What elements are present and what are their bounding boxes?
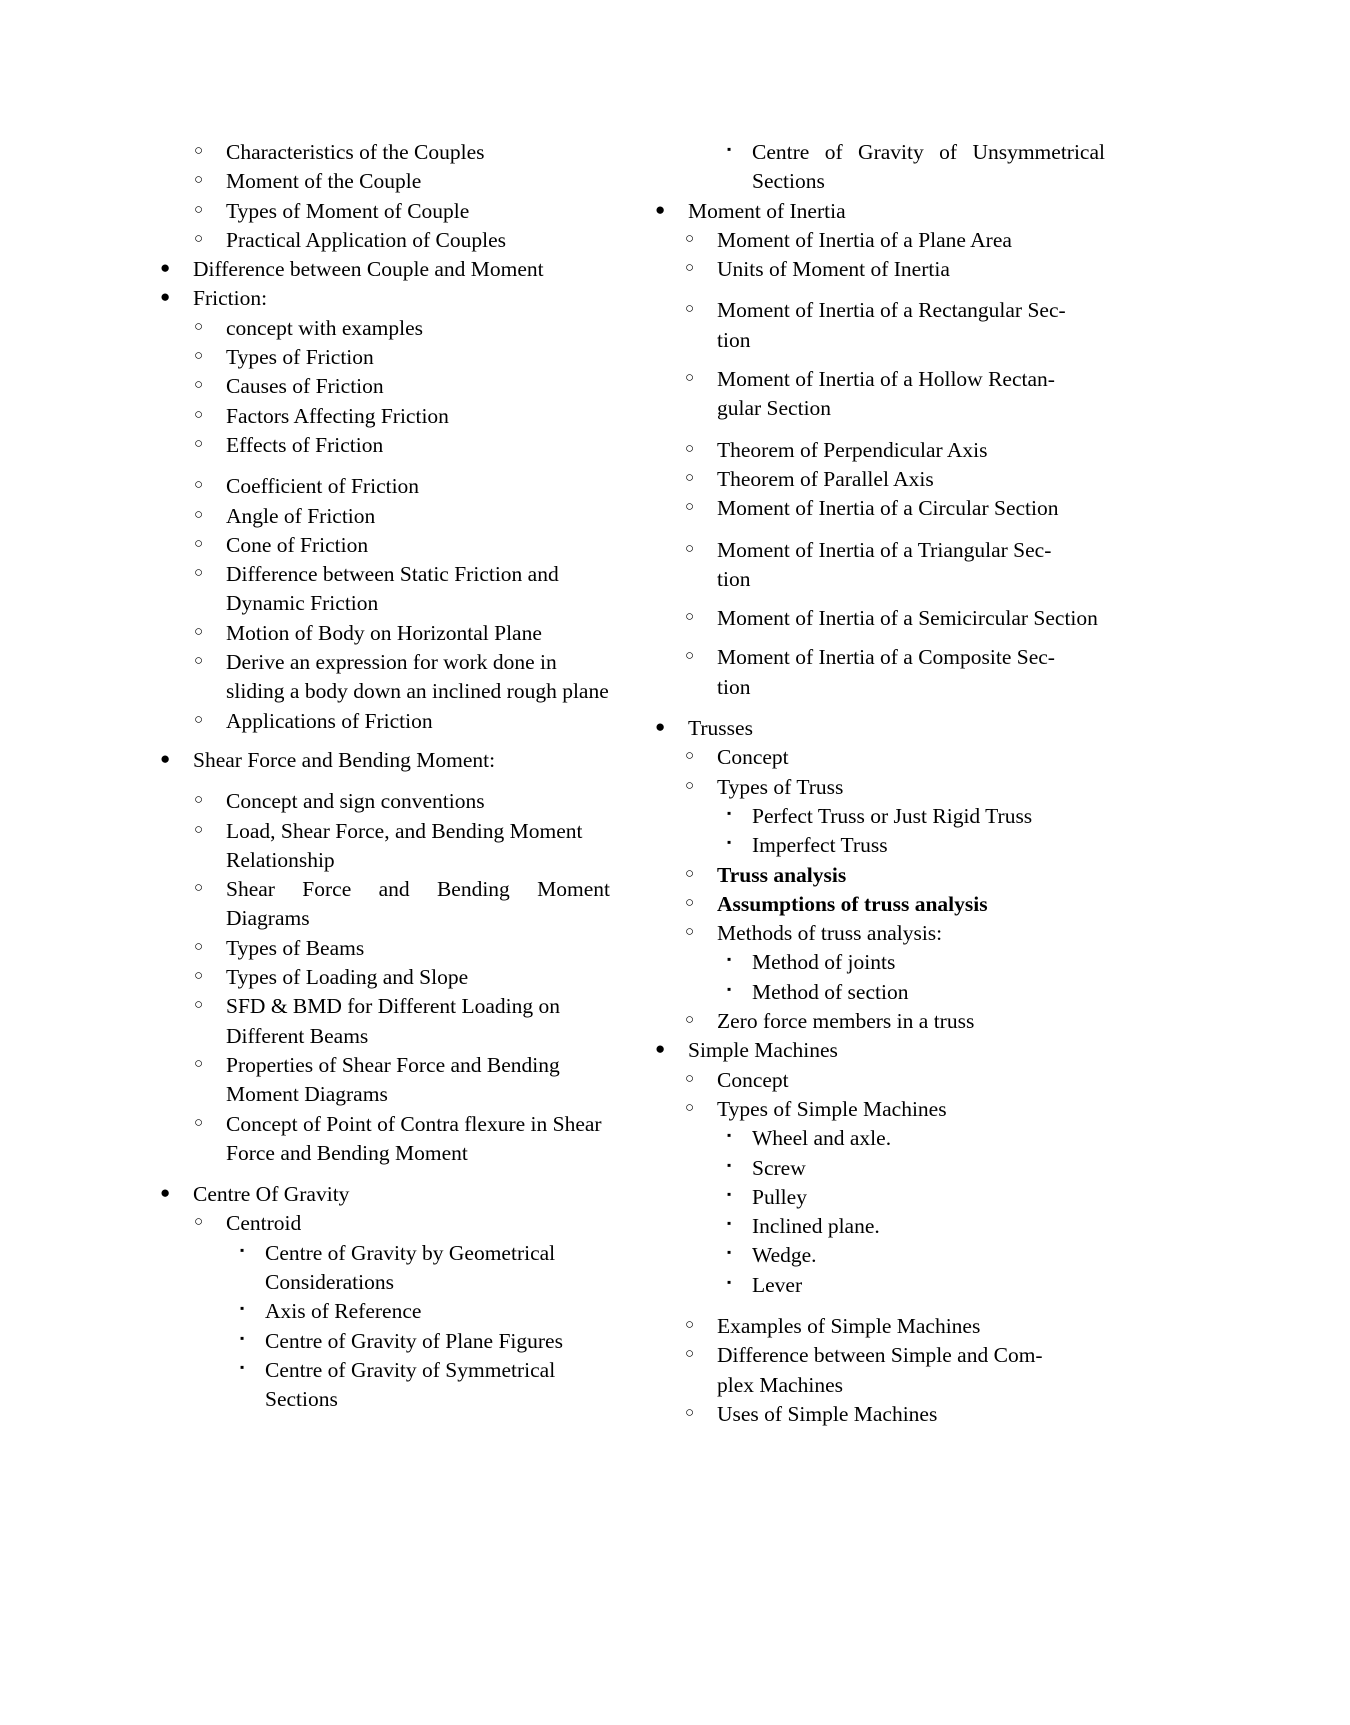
- outline-item-level3: [727, 1241, 1105, 1270]
- outline-item-label: Motion of Body on Horizontal Plane: [226, 620, 542, 645]
- outline-item-level2: [685, 1312, 1105, 1341]
- outline-item-label: Coefficient of Friction: [226, 474, 420, 499]
- outline-item-label: Friction:: [193, 286, 268, 311]
- outline-item-level2: [685, 861, 1105, 890]
- outline-item-level1: [655, 1036, 1105, 1065]
- outline-item-label: Derive an expression for work done in sliding a body down an inclined rough plane: [226, 650, 609, 704]
- outline-item-label: Moment of Inertia of a Triangular Sec- tion: [717, 537, 1052, 591]
- outline-item-label: Shear Force and Bending Moment Diagrams: [226, 877, 610, 931]
- filled-square-bullet-icon: ▪: [727, 981, 732, 996]
- hollow-circle-bullet-icon: ○: [685, 1099, 695, 1116]
- outline-item-label: Effects of Friction: [226, 432, 384, 457]
- hollow-circle-bullet-icon: ○: [194, 653, 204, 670]
- outline-item-label: Moment of Inertia of a Semicircular Section: [717, 606, 1098, 631]
- filled-circle-bullet-icon: ●: [655, 717, 666, 737]
- outline-item-level2: [685, 436, 1105, 465]
- outline-item-level2: [685, 1066, 1105, 1095]
- hollow-circle-bullet-icon: ○: [194, 1214, 204, 1231]
- outline-item-level2: [194, 472, 610, 501]
- outline-item-level2: [685, 226, 1105, 255]
- outline-item-level2: [194, 1051, 610, 1110]
- hollow-circle-bullet-icon: ○: [685, 301, 695, 318]
- outline-item-label: Wedge.: [752, 1243, 817, 1268]
- outline-item-level3: [727, 1124, 1105, 1153]
- outline-item-level2: [194, 402, 610, 431]
- hollow-circle-bullet-icon: ○: [685, 748, 695, 765]
- hollow-circle-bullet-icon: ○: [685, 440, 695, 457]
- outline-item-label: Examples of Simple Machines: [717, 1313, 981, 1338]
- outline-item-label: Pulley: [752, 1184, 807, 1209]
- outline-item-label: Uses of Simple Machines: [717, 1401, 938, 1426]
- hollow-circle-bullet-icon: ○: [194, 535, 204, 552]
- outline-item-label: Concept of Point of Contra flexure in Shear Force and Bending Moment: [226, 1111, 602, 1165]
- outline-item-level2: [194, 531, 610, 560]
- hollow-circle-bullet-icon: ○: [194, 172, 204, 189]
- hollow-circle-bullet-icon: ○: [194, 377, 204, 394]
- outline-item-label: Centre of Gravity of Symmetrical Sections: [265, 1357, 556, 1412]
- hollow-circle-bullet-icon: ○: [194, 318, 204, 335]
- outline-item-label: Angle of Friction: [226, 503, 376, 528]
- outline-item-level3: [727, 138, 1105, 197]
- outline-item-level2: [685, 643, 1105, 702]
- outline-item-level2: [194, 1209, 610, 1238]
- outline-item-level1: [160, 1180, 610, 1209]
- filled-square-bullet-icon: ▪: [727, 805, 732, 820]
- hollow-circle-bullet-icon: ○: [685, 865, 695, 882]
- outline-item-label: Difference between Simple and Com- plex Machines: [717, 1343, 1043, 1397]
- outline-item-level2: [194, 963, 610, 992]
- outline-item-label: Centre of Gravity of Plane Figures: [265, 1328, 563, 1353]
- filled-circle-bullet-icon: ●: [160, 748, 171, 768]
- filled-circle-bullet-icon: ●: [160, 1183, 171, 1203]
- hollow-circle-bullet-icon: ○: [194, 435, 204, 452]
- outline-item-level2: [194, 817, 610, 876]
- outline-item-level3: [240, 1297, 610, 1326]
- filled-circle-bullet-icon: ●: [160, 287, 171, 307]
- outline-item-label: Difference between Couple and Moment: [193, 257, 544, 282]
- outline-item-label: Wheel and axle.: [752, 1126, 892, 1151]
- left-column: [160, 138, 610, 1414]
- filled-square-bullet-icon: ▪: [240, 1242, 245, 1257]
- outline-item-label: Difference between Static Friction and Dynamic Friction: [226, 562, 559, 616]
- outline-item-label: Assumptions of truss analysis: [717, 891, 988, 916]
- filled-square-bullet-icon: ▪: [727, 835, 732, 850]
- hollow-circle-bullet-icon: ○: [685, 777, 695, 794]
- outline-item-label: Types of Moment of Couple: [226, 198, 470, 223]
- outline-item-level1: [160, 284, 610, 313]
- outline-item-level2: [685, 919, 1105, 948]
- outline-item-level3: [727, 978, 1105, 1007]
- hollow-circle-bullet-icon: ○: [685, 1346, 695, 1363]
- hollow-circle-bullet-icon: ○: [685, 1316, 695, 1333]
- filled-square-bullet-icon: ▪: [727, 142, 732, 156]
- outline-item-level2: [194, 992, 610, 1051]
- outline-item-level3: [727, 831, 1105, 860]
- filled-square-bullet-icon: ▪: [727, 1128, 732, 1143]
- outline-item-label: Imperfect Truss: [752, 833, 888, 858]
- outline-item-level2: [685, 773, 1105, 802]
- filled-square-bullet-icon: ▪: [240, 1301, 245, 1316]
- outline-item-label: Factors Affecting Friction: [226, 403, 449, 428]
- outline-item-label: Concept and sign conventions: [226, 789, 485, 814]
- outline-item-label: Concept: [717, 1067, 789, 1092]
- outline-item-level2: [194, 787, 610, 816]
- outline-item-label: Theorem of Perpendicular Axis: [717, 437, 988, 462]
- hollow-circle-bullet-icon: ○: [194, 348, 204, 365]
- outline-item-label: Moment of Inertia: [688, 198, 846, 223]
- outline-item-label: Properties of Shear Force and Bending Moment Diagrams: [226, 1052, 560, 1107]
- outline-item-level3: [240, 1239, 610, 1298]
- hollow-circle-bullet-icon: ○: [685, 894, 695, 911]
- outline-item-label: Load, Shear Force, and Bending Moment Relationship: [226, 818, 583, 872]
- hollow-circle-bullet-icon: ○: [685, 609, 695, 626]
- hollow-circle-bullet-icon: ○: [685, 1070, 695, 1087]
- outline-item-level2: [194, 934, 610, 963]
- hollow-circle-bullet-icon: ○: [194, 623, 204, 640]
- hollow-circle-bullet-icon: ○: [194, 143, 204, 159]
- filled-square-bullet-icon: ▪: [727, 1157, 732, 1172]
- outline-item-level3: [240, 1356, 610, 1415]
- outline-item-level2: [685, 890, 1105, 919]
- outline-item-level2: [685, 365, 1105, 424]
- outline-item-label: Centroid: [226, 1211, 302, 1236]
- outline-item-label: Moment of Inertia of a Composite Sec- tion: [717, 645, 1055, 699]
- hollow-circle-bullet-icon: ○: [685, 499, 695, 516]
- outline-item-label: Trusses: [688, 716, 753, 741]
- hollow-circle-bullet-icon: ○: [194, 477, 204, 494]
- filled-square-bullet-icon: ▪: [727, 1274, 732, 1289]
- outline-item-label: Types of Simple Machines: [717, 1096, 947, 1121]
- outline-item-label: Moment of Inertia of a Hollow Rectan- gular Section: [717, 367, 1055, 421]
- outline-item-level3: [240, 1327, 610, 1356]
- outline-item-level2: [194, 138, 610, 167]
- outline-item-label: Simple Machines: [688, 1038, 838, 1063]
- outline-item-level3: [727, 1271, 1105, 1300]
- filled-square-bullet-icon: ▪: [240, 1359, 245, 1374]
- outline-item-level2: [194, 167, 610, 196]
- outline-item-level2: [685, 536, 1105, 595]
- outline-item-label: Causes of Friction: [226, 374, 384, 399]
- filled-square-bullet-icon: ▪: [727, 1216, 732, 1231]
- outline-item-label: Lever: [752, 1272, 803, 1297]
- outline-item-level2: [685, 494, 1105, 523]
- hollow-circle-bullet-icon: ○: [685, 370, 695, 387]
- outline-item-level2: [194, 226, 610, 255]
- hollow-circle-bullet-icon: ○: [685, 1404, 695, 1421]
- outline-item-level1: [655, 197, 1105, 226]
- outline-item-label: Axis of Reference: [265, 1299, 422, 1324]
- filled-circle-bullet-icon: ●: [655, 1039, 666, 1059]
- outline-item-label: Method of section: [752, 979, 909, 1004]
- filled-circle-bullet-icon: ●: [655, 199, 666, 219]
- outline-item-level2: [194, 197, 610, 226]
- outline-item-label: Perfect Truss or Just Rigid Truss: [752, 803, 1033, 828]
- hollow-circle-bullet-icon: ○: [685, 924, 695, 941]
- outline-item-label: Method of joints: [752, 950, 896, 975]
- outline-item-label: Centre Of Gravity: [193, 1182, 350, 1207]
- outline-item-label: Types of Beams: [226, 935, 365, 960]
- outline-item-label: Characteristics of the Couples: [226, 140, 485, 164]
- outline-item-label: Shear Force and Bending Moment:: [193, 747, 496, 772]
- outline-item-label: Concept: [717, 745, 789, 770]
- outline-item-level2: [685, 604, 1105, 633]
- hollow-circle-bullet-icon: ○: [194, 711, 204, 728]
- hollow-circle-bullet-icon: ○: [194, 565, 204, 582]
- outline-item-level2: [194, 875, 610, 934]
- outline-item-level2: [194, 560, 610, 619]
- hollow-circle-bullet-icon: ○: [194, 997, 204, 1014]
- outline-item-level2: [194, 372, 610, 401]
- hollow-circle-bullet-icon: ○: [194, 968, 204, 985]
- outline-item-level3: [727, 1183, 1105, 1212]
- outline-item-level3: [727, 1212, 1105, 1241]
- hollow-circle-bullet-icon: ○: [194, 1055, 204, 1072]
- outline-item-level2: [685, 1400, 1105, 1429]
- filled-square-bullet-icon: ▪: [727, 1186, 732, 1201]
- outline-item-label: Types of Loading and Slope: [226, 965, 469, 990]
- hollow-circle-bullet-icon: ○: [685, 648, 695, 665]
- outline-item-level2: [194, 343, 610, 372]
- outline-item-label: Centre of Gravity of Unsymmetrical Sections: [752, 140, 1105, 194]
- outline-item-label: SFD & BMD for Different Loading on Different Beams: [226, 994, 561, 1048]
- outline-item-label: Moment of Inertia of a Plane Area: [717, 227, 1012, 252]
- outline-item-level2: [194, 648, 610, 707]
- outline-item-label: Screw: [752, 1155, 806, 1180]
- outline-item-label: Practical Application of Couples: [226, 227, 507, 252]
- outline-item-level2: [194, 619, 610, 648]
- hollow-circle-bullet-icon: ○: [685, 260, 695, 277]
- hollow-circle-bullet-icon: ○: [685, 230, 695, 247]
- outline-item-level2: [685, 465, 1105, 494]
- outline-item-label: Types of Truss: [717, 774, 844, 799]
- outline-item-level2: [685, 1095, 1105, 1124]
- hollow-circle-bullet-icon: ○: [194, 880, 204, 897]
- outline-item-label: Zero force members in a truss: [717, 1009, 975, 1034]
- hollow-circle-bullet-icon: ○: [194, 201, 204, 218]
- outline-item-label: Theorem of Parallel Axis: [717, 466, 934, 491]
- outline-item-label: Truss analysis: [717, 862, 847, 887]
- hollow-circle-bullet-icon: ○: [194, 406, 204, 423]
- outline-item-level3: [727, 1154, 1105, 1183]
- outline-item-level1: [655, 714, 1105, 743]
- hollow-circle-bullet-icon: ○: [194, 506, 204, 523]
- hollow-circle-bullet-icon: ○: [194, 938, 204, 955]
- outline-item-level3: [727, 948, 1105, 977]
- hollow-circle-bullet-icon: ○: [194, 792, 204, 809]
- outline-item-label: Inclined plane.: [752, 1214, 880, 1239]
- filled-square-bullet-icon: ▪: [727, 1245, 732, 1260]
- right-column: [655, 138, 1105, 1429]
- outline-item-label: Moment of Inertia of a Rectangular Sec- tion: [717, 298, 1066, 352]
- outline-item-label: concept with examples: [226, 315, 424, 340]
- outline-item-level2: [685, 255, 1105, 284]
- filled-square-bullet-icon: ▪: [727, 952, 732, 967]
- outline-item-label: Units of Moment of Inertia: [717, 257, 950, 282]
- outline-item-label: Types of Friction: [226, 345, 374, 370]
- outline-item-level2: [194, 431, 610, 460]
- outline-item-level1: [160, 255, 610, 284]
- outline-item-label: Methods of truss analysis:: [717, 921, 943, 946]
- outline-item-label: Centre of Gravity by Geometrical Considerations: [265, 1240, 556, 1294]
- filled-square-bullet-icon: ▪: [240, 1330, 245, 1345]
- outline-item-level2: [685, 296, 1105, 355]
- outline-item-level2: [194, 314, 610, 343]
- outline-item-level2: [194, 502, 610, 531]
- hollow-circle-bullet-icon: ○: [685, 469, 695, 486]
- outline-item-level2: [685, 743, 1105, 772]
- outline-item-level2: [194, 1110, 610, 1169]
- hollow-circle-bullet-icon: ○: [194, 1114, 204, 1131]
- hollow-circle-bullet-icon: ○: [685, 540, 695, 557]
- outline-item-label: Applications of Friction: [226, 708, 433, 733]
- outline-item-level2: [194, 707, 610, 736]
- hollow-circle-bullet-icon: ○: [685, 1012, 695, 1029]
- filled-circle-bullet-icon: ●: [160, 258, 171, 278]
- outline-item-level2: [685, 1007, 1105, 1036]
- outline-item-level1: [160, 746, 610, 775]
- outline-item-label: Cone of Friction: [226, 532, 369, 557]
- outline-item-level3: [727, 802, 1105, 831]
- outline-item-label: Moment of the Couple: [226, 169, 422, 194]
- outline-item-level2: [685, 1341, 1105, 1400]
- outline-item-label: Moment of Inertia of a Circular Section: [717, 496, 1059, 521]
- hollow-circle-bullet-icon: ○: [194, 230, 204, 247]
- hollow-circle-bullet-icon: ○: [194, 821, 204, 838]
